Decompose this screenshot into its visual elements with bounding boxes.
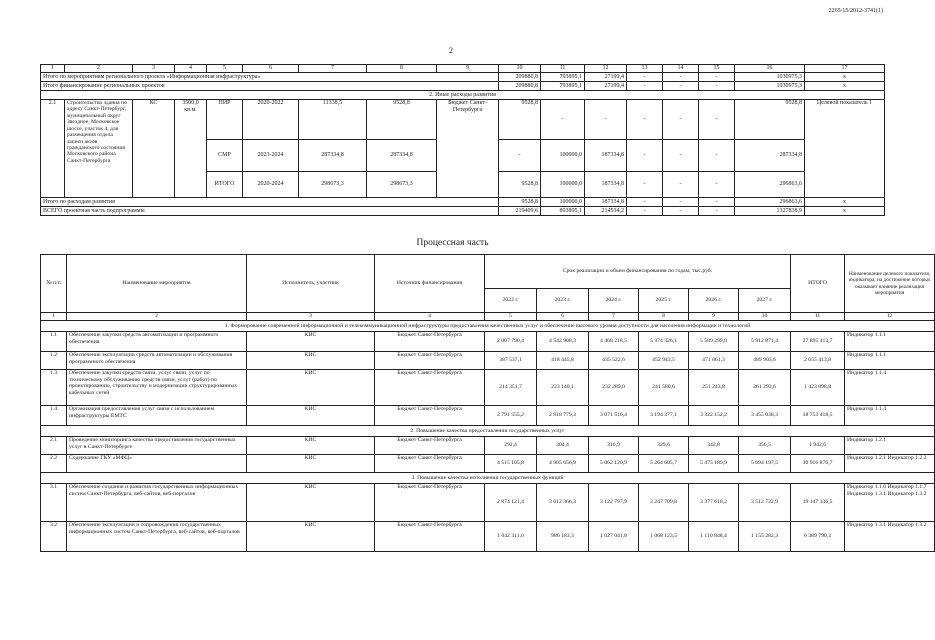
section-title: 2. Повышение качества предоставления государственных услуг (41, 426, 935, 437)
stage-label: ИТОГО (207, 172, 243, 198)
row-year-value: 418 445,8 (537, 352, 589, 370)
header-total: ИТОГО (791, 255, 845, 313)
row-number: 1.3 (41, 370, 67, 406)
row-executor: КИС (247, 406, 375, 426)
column-number: 9 (689, 313, 739, 321)
row-indicator: Индикатор 1.1.1 (845, 352, 935, 370)
cell: - (699, 140, 735, 172)
cell: 298673,3 (367, 172, 437, 198)
total-label: Итого по расходам развития (41, 198, 499, 207)
row-year-value: 356,5 (739, 437, 791, 455)
row-source: Бюджет Санкт-Петербурга (375, 332, 485, 352)
row-executor: КИС (247, 352, 375, 370)
column-number: 14 (663, 65, 699, 73)
row-number: 3.1 (41, 484, 67, 522)
row-year-value: 387 537,1 (485, 352, 537, 370)
header-executor: Исполнитель, участник (247, 255, 375, 313)
row-year-value: 1 068 123,5 (639, 522, 689, 552)
cell: - (627, 172, 663, 198)
cell: 214534,2 (585, 207, 627, 216)
row-year-value: 5 912 871,4 (739, 332, 791, 352)
column-number: 13 (627, 65, 663, 73)
item-capacity: 3500,0 кв.м. (175, 100, 207, 198)
row-year-value: 223 140,1 (537, 370, 589, 406)
column-number: 3 (133, 65, 175, 73)
cell: 287334,8 (367, 140, 437, 172)
cell: 296863,6 (735, 198, 805, 207)
stage-period: 2020-2024 (243, 172, 299, 198)
project-part-table (40, 64, 885, 216)
row-year-value: 3 377 618,2 (689, 484, 739, 522)
column-number: 8 (639, 313, 689, 321)
column-number: 11 (791, 313, 845, 321)
cell: - (663, 198, 699, 207)
column-number: 7 (299, 65, 367, 73)
row-executor: КИС (247, 522, 375, 552)
column-number: 11 (541, 65, 585, 73)
row-total: 27 895 413,7 (791, 332, 845, 352)
document-id: 2265/15/2012-3741(1) (828, 8, 883, 14)
row-year-value: 3 122 797,9 (589, 484, 639, 522)
cell: - (627, 82, 663, 91)
row-name: Организация предоставления услуг связи с использованием инфраструктуры ЕМТС (67, 406, 247, 426)
column-numbers-row (41, 313, 935, 321)
cell: - (663, 82, 699, 91)
header-year: 2026 г. (689, 289, 739, 313)
column-numbers-row (41, 65, 885, 73)
row-year-value: 1 042 311,0 (485, 522, 537, 552)
row-source: Бюджет Санкт-Петербурга (375, 352, 485, 370)
row-number: 2.1 (41, 437, 67, 455)
total-development-row (41, 198, 885, 207)
total-regional-project-row (41, 73, 885, 82)
row-name: Обеспечение эксплуатации и сопровождения государственных информационных систем Санкт-Петербурга, веб-сайтов, веб-порталов (67, 522, 247, 552)
cell: - (663, 207, 699, 216)
row-indicator: Индикатор 1.1.4 (845, 406, 935, 426)
header-year: 2025 г. (639, 289, 689, 313)
item-indicator: Целевой показатель 1 (805, 100, 885, 198)
column-number: 17 (805, 65, 885, 73)
header-year: 2022 г. (485, 289, 537, 313)
row-year-value: 3 012 366,3 (537, 484, 589, 522)
row-year-value: 214 351,7 (485, 370, 537, 406)
row-year-value: 316,9 (589, 437, 639, 455)
column-number: 2 (65, 65, 133, 73)
cell: 1030975,3 (735, 73, 805, 82)
header-year: 2023 г. (537, 289, 589, 313)
section-row (41, 321, 935, 332)
row-year-value: 329,6 (639, 437, 689, 455)
cell: 9528,8 (735, 100, 805, 140)
section-row (41, 473, 935, 484)
column-number: 6 (243, 65, 299, 73)
row-indicator: Индикатор 1.1.4 (845, 370, 935, 406)
cell: 1327838,9 (735, 207, 805, 216)
column-number: 6 (537, 313, 589, 321)
cell: - (699, 207, 735, 216)
cell: x (805, 82, 885, 91)
cell: - (663, 73, 699, 82)
row-source: Бюджет Санкт-Петербурга (375, 406, 485, 426)
row-name: Проведение мониторинга качества предоставления государственных услуг в Санкт-Петербурге (67, 437, 247, 455)
page-number: 2 (449, 46, 453, 55)
row-source: Бюджет Санкт-Петербурга (375, 370, 485, 406)
table-row (41, 332, 935, 352)
cell: x (805, 198, 885, 207)
section-title: 3. Повышение качества исполнения государственных функций (41, 473, 935, 484)
column-number: 10 (739, 313, 791, 321)
row-year-value: 251 243,8 (689, 370, 739, 406)
row-year-value: 292,4 (485, 437, 537, 455)
item-executor: КС (133, 100, 175, 198)
column-number: 4 (375, 313, 485, 321)
cell: 9528,8 (499, 172, 541, 198)
row-year-value: 5 264 605,7 (639, 455, 689, 473)
row-year-value: 2 918 779,3 (537, 406, 589, 426)
total-label: Итого по мероприятиям регионального проекта «Информационная инфраструктура» (41, 73, 499, 82)
header-num: № п/п (41, 255, 67, 313)
cell: 187334,8 (585, 140, 627, 172)
row-year-value: 4 542 908,3 (537, 332, 589, 352)
cell: - (663, 140, 699, 172)
stage-label: ПИР (207, 100, 243, 140)
cell: 27199,4 (585, 82, 627, 91)
item-source: Бюджет Санкт-Петербурга (437, 100, 499, 198)
cell: 893895,1 (541, 207, 585, 216)
cell: 9528,8 (499, 100, 541, 140)
cell: 11338,5 (299, 100, 367, 140)
column-number: 8 (367, 65, 437, 73)
table-row (41, 522, 935, 552)
column-number: 1 (41, 313, 67, 321)
cell: 296863,6 (735, 172, 805, 198)
row-year-value: 4 905 656,9 (537, 455, 589, 473)
cell: - (499, 140, 541, 172)
cell: - (699, 82, 735, 91)
cell: - (541, 100, 585, 140)
row-year-value: 5 589 299,0 (689, 332, 739, 352)
cell: x (805, 207, 885, 216)
column-number: 1 (41, 65, 65, 73)
table-row (41, 370, 935, 406)
row-year-value: 2 791 555,2 (485, 406, 537, 426)
column-number: 12 (585, 65, 627, 73)
row-year-value: 471 061,3 (689, 352, 739, 370)
row-name: Обеспечение закупки средств автоматизации и программного обеспечения (67, 332, 247, 352)
row-year-value: 489 903,6 (739, 352, 791, 370)
row-indicator: Индикатор 1.2.1 Индикатор 1.2.2 (845, 455, 935, 473)
header-name: Наименование мероприятия (67, 255, 247, 313)
row-year-value: 2 007 790,4 (485, 332, 537, 352)
row-year-value: 5 062 120,9 (589, 455, 639, 473)
column-number: 15 (699, 65, 735, 73)
row-executor: КИС (247, 455, 375, 473)
header-indicator: Наименование целевого показателя, индикатора, на достижение которых оказывает влияние реализация мероприятия (845, 255, 935, 313)
row-year-value: 304,4 (537, 437, 589, 455)
row-year-value: 3 512 722,9 (739, 484, 791, 522)
cell: 100000,0 (541, 172, 585, 198)
row-total: 1 942,6 (791, 437, 845, 455)
section-title: 2. Иные расходы развития (41, 91, 885, 100)
row-source: Бюджет Санкт-Петербурга (375, 437, 485, 455)
row-number: 3.2 (41, 522, 67, 552)
table-row (41, 484, 935, 522)
row-year-value: 3 247 709,8 (639, 484, 689, 522)
item-name: Строительство здания по адресу Санкт-Петербург, муниципальный округ Звездное, Московское шоссе, участок 4, для размещения отдела записи актов гражданского состояния Московского района Санкт-Петербурга (65, 100, 133, 198)
section-title: 1. Формирование современной информационной и телекоммуникационной инфраструктуры предоставления качественных услуг и обеспечение высокого уровня доступности для населения информации и технологий (41, 321, 935, 332)
row-year-value: 3 194 377,1 (639, 406, 689, 426)
column-number: 7 (589, 313, 639, 321)
row-year-value: 1 110 848,4 (689, 522, 739, 552)
cell: 793895,1 (541, 73, 585, 82)
column-number: 16 (735, 65, 805, 73)
cell: 1030975,3 (735, 82, 805, 91)
row-total: 19 147 336,5 (791, 484, 845, 522)
stage-period: 2020-2022 (243, 100, 299, 140)
header-year: 2024 г. (589, 289, 639, 313)
column-number: 10 (499, 65, 541, 73)
total-regional-financing-row (41, 82, 885, 91)
row-executor: КИС (247, 332, 375, 352)
cell: x (805, 73, 885, 82)
row-total: 18 753 418,5 (791, 406, 845, 426)
row-executor: КИС (247, 437, 375, 455)
cell: 27199,4 (585, 73, 627, 82)
row-year-value: 4 468 218,5 (589, 332, 639, 352)
row-indicator: Индикатор 1.1.1 (845, 332, 935, 352)
row-year-value: 232 289,0 (589, 370, 639, 406)
row-year-value: 3 455 038,3 (739, 406, 791, 426)
cell: - (627, 100, 663, 140)
cell: 219409,6 (499, 207, 541, 216)
row-name: Обеспечение создания и развития государственных информационных систем Санкт-Петербурга, веб-сайтов, веб-порталов (67, 484, 247, 522)
row-year-value: 5 694 197,5 (739, 455, 791, 473)
row-indicator: Индикатор 1.2.1 (845, 437, 935, 455)
column-number: 4 (175, 65, 207, 73)
cell: - (663, 100, 699, 140)
row-total: 6 389 790,3 (791, 522, 845, 552)
table-row (41, 437, 935, 455)
row-year-value: 3 071 516,4 (589, 406, 639, 426)
cell: - (627, 198, 663, 207)
column-number: 5 (485, 313, 537, 321)
cell: 100000,0 (541, 198, 585, 207)
header-period: Срок реализации и объем финансирования по годам, тыс.руб. (485, 255, 791, 289)
cell: 209880,8 (499, 82, 541, 91)
cell: 287334,8 (299, 140, 367, 172)
row-year-value: 241 580,6 (639, 370, 689, 406)
row-executor: КИС (247, 484, 375, 522)
row-number: 2.2 (41, 455, 67, 473)
column-number: 9 (437, 65, 499, 73)
row-source: Бюджет Санкт-Петербурга (375, 455, 485, 473)
row-number: 1.2 (41, 352, 67, 370)
column-number: 3 (247, 313, 375, 321)
row-year-value: 342,8 (689, 437, 739, 455)
row-number: 1.1 (41, 332, 67, 352)
cell: 100000,0 (541, 140, 585, 172)
column-number: 2 (67, 313, 247, 321)
table-row (41, 352, 935, 370)
row-executor: КИС (247, 370, 375, 406)
stage-period: 2023-2024 (243, 140, 299, 172)
row-source: Бюджет Санкт-Петербурга (375, 484, 485, 522)
cell: 9528,8 (499, 198, 541, 207)
section-row (41, 91, 885, 100)
cell: 209880,8 (499, 73, 541, 82)
cell: - (585, 100, 627, 140)
row-number: 1.4 (41, 406, 67, 426)
row-indicator: Индикатор 1.1.6 Индикатор 1.1.7 Индикатор 1.3.1 Индикатор 1.3.2 (845, 484, 935, 522)
row-name: Содержание ГКУ «МФЦ» (67, 455, 247, 473)
table-row (41, 406, 935, 426)
item-row (41, 100, 885, 140)
cell: 187334,8 (585, 172, 627, 198)
total-label: ВСЕГО проектная часть подпрограммы (41, 207, 499, 216)
row-year-value: 452 943,5 (639, 352, 689, 370)
row-year-value: 986 183,3 (537, 522, 589, 552)
row-year-value: 4 515 105,8 (485, 455, 537, 473)
row-total: 2 655 413,8 (791, 352, 845, 370)
total-label: Итого финансирование региональных проектов (41, 82, 499, 91)
cell: - (663, 172, 699, 198)
section-row (41, 426, 935, 437)
cell: - (627, 140, 663, 172)
process-part-title: Процессная часть (416, 238, 489, 248)
row-total: 1 423 898,8 (791, 370, 845, 406)
cell: 187334,8 (585, 198, 627, 207)
row-year-value: 5 374 326,1 (639, 332, 689, 352)
header-row (41, 255, 935, 289)
row-year-value: 261 293,6 (739, 370, 791, 406)
cell: 298673,3 (299, 172, 367, 198)
row-year-value: 435 522,6 (589, 352, 639, 370)
column-number: 12 (845, 313, 935, 321)
row-name: Обеспечение закупки средств связи, услуг связи, услуг по техническому обслуживанию средств связи, услуг (работ) по проектированию, строительству и модернизации структурированных кабельных сетей (67, 370, 247, 406)
table-row (41, 455, 935, 473)
row-indicator: Индикатор 1.3.1 Индикатор 1.3.2 (845, 522, 935, 552)
row-year-value: 2 874 121,4 (485, 484, 537, 522)
cell: 793895,1 (541, 82, 585, 91)
row-year-value: 3 322 152,2 (689, 406, 739, 426)
cell: - (699, 73, 735, 82)
item-number: 2.1 (41, 100, 65, 198)
row-year-value: 1 027 041,8 (589, 522, 639, 552)
total-subprogram-row (41, 207, 885, 216)
header-source: Источник финансирования (375, 255, 485, 313)
cell: 287334,8 (735, 140, 805, 172)
row-year-value: 1 155 282,3 (739, 522, 791, 552)
row-source: Бюджет Санкт-Петербурга (375, 522, 485, 552)
cell: - (699, 172, 735, 198)
row-name: Обеспечение эксплуатации средств автоматизации и обслуживания программного обеспечения (67, 352, 247, 370)
column-number: 5 (207, 65, 243, 73)
stage-label: СМР (207, 140, 243, 172)
cell: - (699, 198, 735, 207)
header-year: 2027 г. (739, 289, 791, 313)
cell: - (627, 73, 663, 82)
process-part-table (40, 254, 935, 552)
cell: 9528,8 (367, 100, 437, 140)
row-total: 30 916 876,7 (791, 455, 845, 473)
cell: - (699, 100, 735, 140)
cell: - (627, 207, 663, 216)
row-year-value: 5 475 189,9 (689, 455, 739, 473)
